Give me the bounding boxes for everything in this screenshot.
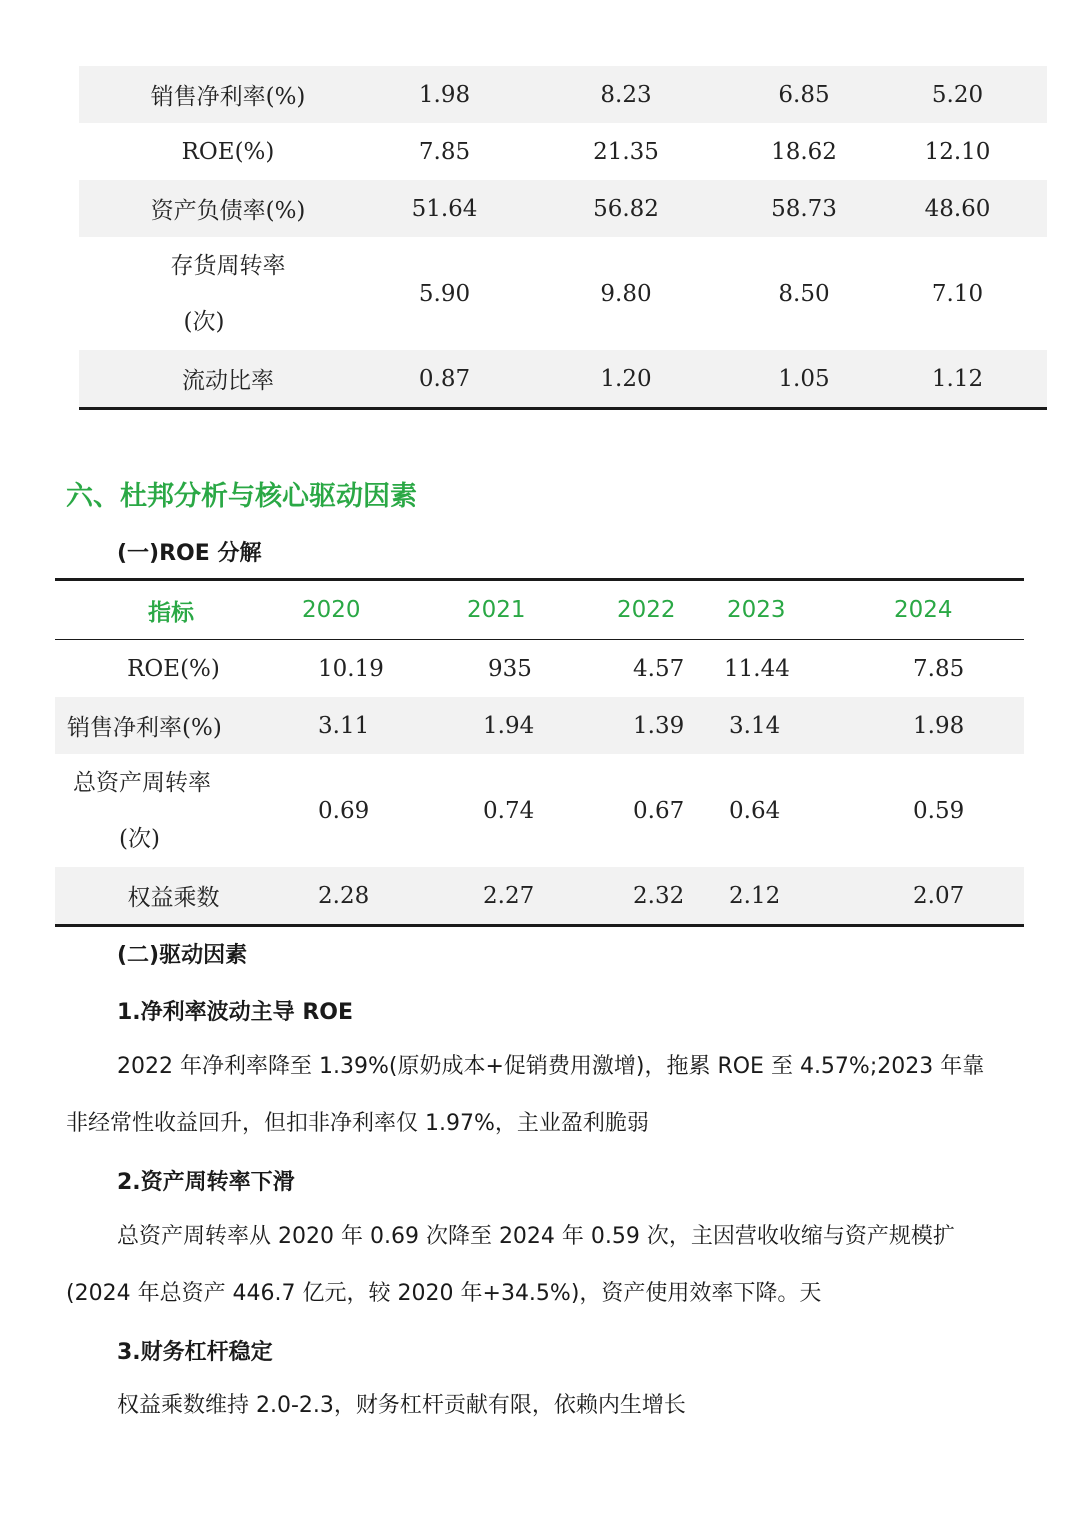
driver-heading-2: 2.资产周转率下滑 — [117, 1170, 295, 1195]
cell-value: 1.98 — [858, 697, 1024, 754]
section-title: 六、杜邦分析与核心驱动因素 — [66, 481, 417, 512]
cell-value: 3.11 — [292, 697, 407, 754]
cell-value: 6.85 — [740, 66, 868, 123]
roe-decomposition-table — [55, 578, 1024, 927]
row-label-line: (次) — [119, 825, 160, 852]
cell-value: 11.44 — [724, 655, 790, 682]
table-row — [79, 350, 1047, 409]
driver-heading-3: 3.财务杠杆稳定 — [117, 1340, 273, 1365]
table-row — [55, 754, 1024, 867]
row-label: 权益乘数 — [55, 867, 292, 926]
cell-value: 3.14 — [707, 697, 858, 754]
cell-value: 0.87 — [377, 350, 512, 409]
cell-value: 1.39 — [597, 697, 707, 754]
column-header: 2021 — [407, 580, 597, 640]
cell-value: 8.50 — [778, 280, 830, 307]
cell-value: 2.28 — [292, 867, 407, 926]
row-label-line: 总资产周转率 — [73, 769, 211, 796]
row-label: ROE(%) — [181, 138, 275, 165]
cell-value: 48.60 — [868, 180, 1047, 237]
cell-value: 5.20 — [868, 66, 1047, 123]
cell-value: 10.19 — [318, 655, 384, 682]
cell-value: 12.10 — [924, 138, 991, 165]
cell-value: 18.62 — [771, 138, 837, 165]
financial-ratio-table — [79, 66, 1047, 410]
cell-value: 5.90 — [418, 280, 471, 307]
subsection-title-roe: (一)ROE 分解 — [117, 541, 262, 566]
cell-value: 2.27 — [407, 867, 597, 926]
cell-value: 2.12 — [707, 867, 858, 926]
row-label — [55, 754, 292, 867]
cell-value: 7.10 — [931, 280, 984, 307]
column-header: 指标 — [55, 580, 292, 640]
row-label — [79, 237, 377, 350]
table-header-row — [55, 580, 1024, 640]
table-row — [79, 66, 1047, 123]
driver-text-1-line2: 非经常性收益回升，但扣非净利率仅 1.97%，主业盈利脆弱 — [66, 1111, 649, 1136]
cell-value: 935 — [488, 655, 532, 682]
column-header: 2024 — [858, 580, 1024, 640]
row-label-line: 存货周转率 — [170, 252, 286, 279]
cell-value: 1.98 — [377, 66, 512, 123]
cell-value: 51.64 — [377, 180, 512, 237]
cell-value: 0.67 — [633, 797, 685, 824]
table-row — [55, 640, 1024, 698]
row-label: 销售净利率(%) — [79, 66, 377, 123]
cell-value: 0.64 — [729, 797, 781, 824]
cell-value: 7.85 — [913, 655, 965, 682]
cell-value: 9.80 — [600, 280, 652, 307]
driver-text-2-line2: (2024 年总资产 446.7 亿元，较 2020 年+34.5%)，资产使用效率下降。天 — [66, 1281, 822, 1306]
cell-value: 7.85 — [418, 138, 471, 165]
cell-value: 56.82 — [512, 180, 740, 237]
row-label: ROE(%) — [127, 655, 220, 682]
driver-heading-1: 1.净利率波动主导 ROE — [117, 1000, 353, 1025]
column-header: 2023 — [707, 580, 858, 640]
driver-text-1-line1: 2022 年净利率降至 1.39%(原奶成本+促销费用激增)，拖累 ROE 至 4.57%;2023 年靠 — [117, 1054, 985, 1079]
cell-value: 0.69 — [318, 797, 370, 824]
cell-value: 0.74 — [483, 797, 535, 824]
cell-value: 1.05 — [740, 350, 868, 409]
cell-value: 21.35 — [593, 138, 659, 165]
row-label: 流动比率 — [79, 350, 377, 409]
row-label: 销售净利率(%) — [55, 697, 292, 754]
column-header: 2022 — [597, 580, 707, 640]
subsection-title-drivers: (二)驱动因素 — [117, 943, 248, 968]
cell-value: 2.32 — [597, 867, 707, 926]
cell-value: 2.07 — [858, 867, 1024, 926]
table-row — [79, 123, 1047, 180]
driver-text-3-line1: 权益乘数维持 2.0-2.3，财务杠杆贡献有限，依赖内生增长 — [117, 1393, 686, 1418]
table-row — [79, 237, 1047, 350]
table-row — [55, 867, 1024, 926]
row-label: 资产负债率(%) — [79, 180, 377, 237]
table-row — [79, 180, 1047, 237]
driver-text-2-line1: 总资产周转率从 2020 年 0.69 次降至 2024 年 0.59 次，主因营收收缩与资产规模扩 — [117, 1224, 955, 1249]
cell-value: 4.57 — [633, 655, 685, 682]
cell-value: 8.23 — [512, 66, 740, 123]
table-row — [55, 697, 1024, 754]
cell-value: 0.59 — [913, 797, 965, 824]
cell-value: 58.73 — [740, 180, 868, 237]
cell-value: 1.94 — [407, 697, 597, 754]
row-label-line: (次) — [183, 308, 225, 335]
cell-value: 1.12 — [868, 350, 1047, 409]
cell-value: 1.20 — [512, 350, 740, 409]
column-header: 2020 — [292, 580, 407, 640]
